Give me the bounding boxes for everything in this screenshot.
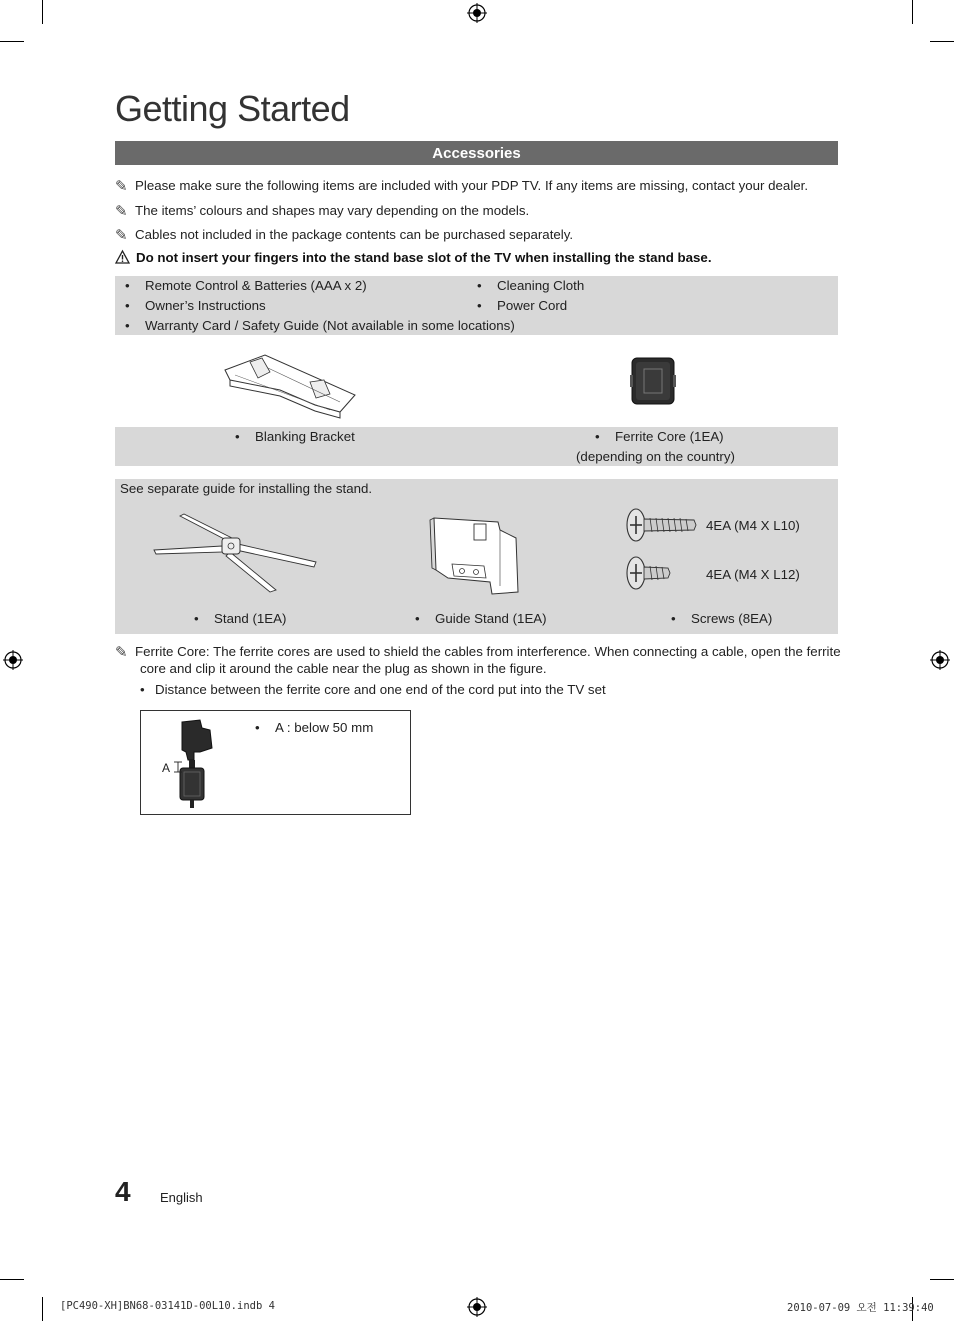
page-title: Getting Started [115,88,350,129]
crop-mark [0,41,24,42]
list-item: • A : below 50 mm [255,720,374,735]
crop-mark [930,41,954,42]
warning-line [115,250,712,265]
pencil-note-icon: ✎ [115,178,128,195]
page-language: English [160,1190,203,1205]
warning-triangle-icon [115,250,130,264]
figure-label-a: A [162,761,171,775]
list-item: • Power Cord [477,298,568,313]
screw-short-spec: 4EA (M4 X L12) [706,567,800,582]
list-item: • Cleaning Cloth [477,278,585,293]
crop-mark [930,1279,954,1280]
note-line [115,177,808,195]
stand-illustration [150,512,320,594]
pencil-note-icon: ✎ [115,644,128,661]
ferrite-note [115,643,841,661]
list-item: • Ferrite Core (1EA) [595,429,724,444]
screw-long-icon [624,507,698,543]
guide-stand-illustration [428,512,524,596]
list-item: • Guide Stand (1EA) [415,611,547,626]
ferrite-note-continued: core and clip it around the cable near the plug as shown in the figure. [140,661,547,676]
list-item: • Warranty Card / Safety Guide (Not available in some locations) [125,318,515,333]
list-item: • Stand (1EA) [194,611,287,626]
blanking-bracket-illustration [220,350,360,420]
ferrite-core-note: (depending on the country) [576,449,735,464]
plug-with-ferrite-illustration [170,718,220,808]
footer-file-slug: [PC490-XH]BN68-03141D-00L10.indb 4 [60,1300,275,1312]
screw-short-icon [624,555,674,591]
note-text: Ferrite Core: The ferrite cores are used to shield the cables from interference. When connecting a cable, open the ferrite [135,644,841,659]
note-text: Cables not included in the package contents can be purchased separately. [135,227,574,242]
page-number: 4 [115,1176,131,1207]
pencil-note-icon: ✎ [115,203,128,220]
section-bar-accessories: Accessories [115,141,838,165]
footer-date-slug: 2010-07-09 오전 11:39:40 [787,1302,934,1314]
crop-mark [0,1279,24,1280]
list-item: • Remote Control & Batteries (AAA x 2) [125,278,367,293]
pencil-note-icon: ✎ [115,227,128,244]
registration-mark-icon [467,1297,487,1317]
crop-mark [42,1297,43,1321]
list-item: • Screws (8EA) [671,611,773,626]
list-item: • Owner’s Instructions [125,298,266,313]
note-text: The items’ colours and shapes may vary depending on the models. [135,203,530,218]
list-item: • Blanking Bracket [235,429,355,444]
stand-intro: See separate guide for installing the stand. [120,481,373,496]
note-text: Please make sure the following items are included with your PDP TV. If any items are missing, contact your dealer. [135,178,809,193]
crop-mark [912,0,913,24]
registration-mark-icon [467,3,487,23]
warning-text: Do not insert your fingers into the stand base slot of the TV when installing the stand base. [136,250,712,265]
registration-mark-icon [930,650,950,670]
crop-mark [42,0,43,24]
sub-bullet-text: Distance between the ferrite core and one end of the cord put into the TV set [155,682,606,697]
registration-mark-icon [3,650,23,670]
ferrite-core-illustration [630,355,676,407]
note-line [115,226,573,244]
screw-long-spec: 4EA (M4 X L10) [706,518,800,533]
ferrite-sub-bullet: • Distance between the ferrite core and one end of the cord put into the TV set [140,682,606,697]
note-line [115,202,529,220]
